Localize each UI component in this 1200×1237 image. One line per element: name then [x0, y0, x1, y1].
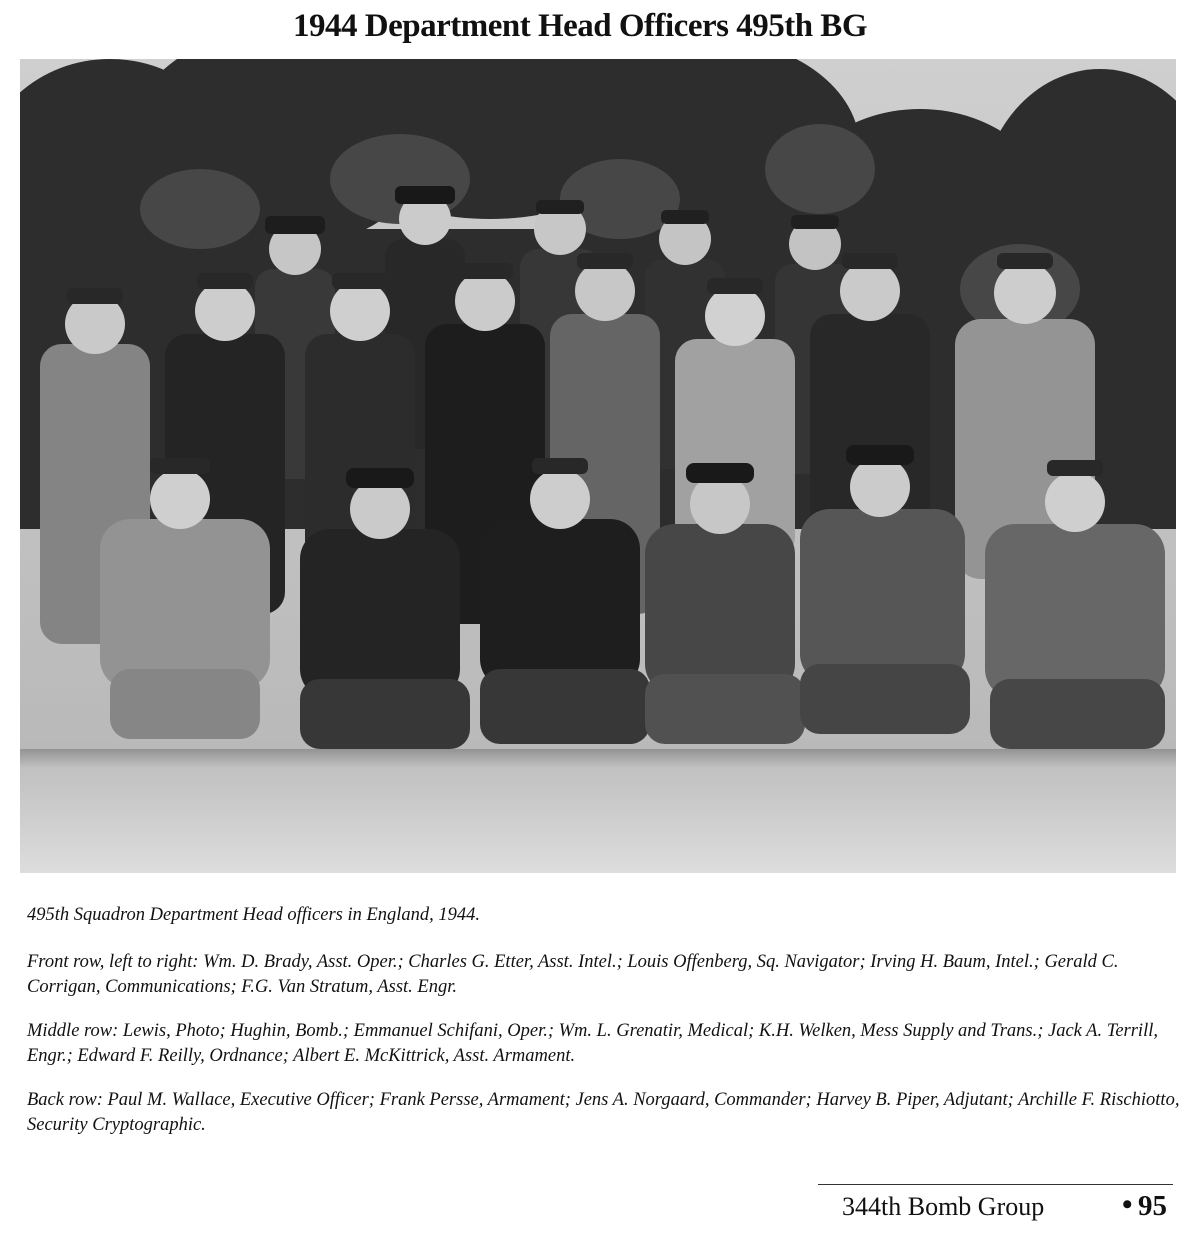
- caption-front-row: Front row, left to right: Wm. D. Brady, Asst. Oper.; Charles G. Etter, Asst. Intel.; Louis Offenberg, Sq. Navigator; Irving H. Baum, Intel.; Gerald C. Corrigan, Communications; F.G. Van Stratum, Asst. Engr.: [27, 952, 1119, 997]
- footer-rule: [818, 1184, 1173, 1185]
- group-photo: [20, 59, 1176, 873]
- footer-bullet: •: [1122, 1188, 1133, 1221]
- page-title: 1944 Department Head Officers 495th BG: [293, 8, 867, 44]
- caption-middle-row: Middle row: Lewis, Photo; Hughin, Bomb.; Emmanuel Schifani, Oper.; Wm. L. Grenatir, Medical; K.H. Welken, Mess Supply and Trans.; Jack A. Terrill, Engr.; Edward F. Reilly, Ordnance; Albert E. McKittrick, Asst. Armament.: [27, 1021, 1158, 1066]
- caption-intro: 495th Squadron Department Head officers in England, 1944.: [27, 905, 481, 925]
- page-number: 95: [1138, 1190, 1167, 1222]
- footer-group-name: 344th Bomb Group: [842, 1192, 1045, 1221]
- group-photo-illustration: [20, 59, 1176, 873]
- photo-caption: [27, 903, 1192, 1157]
- caption-back-row: Back row: Paul M. Wallace, Executive Officer; Frank Persse, Armament; Jens A. Norgaard, Commander; Harvey B. Piper, Adjutant; Archille F. Rischiotto, Security Cryptographic.: [27, 1090, 1180, 1135]
